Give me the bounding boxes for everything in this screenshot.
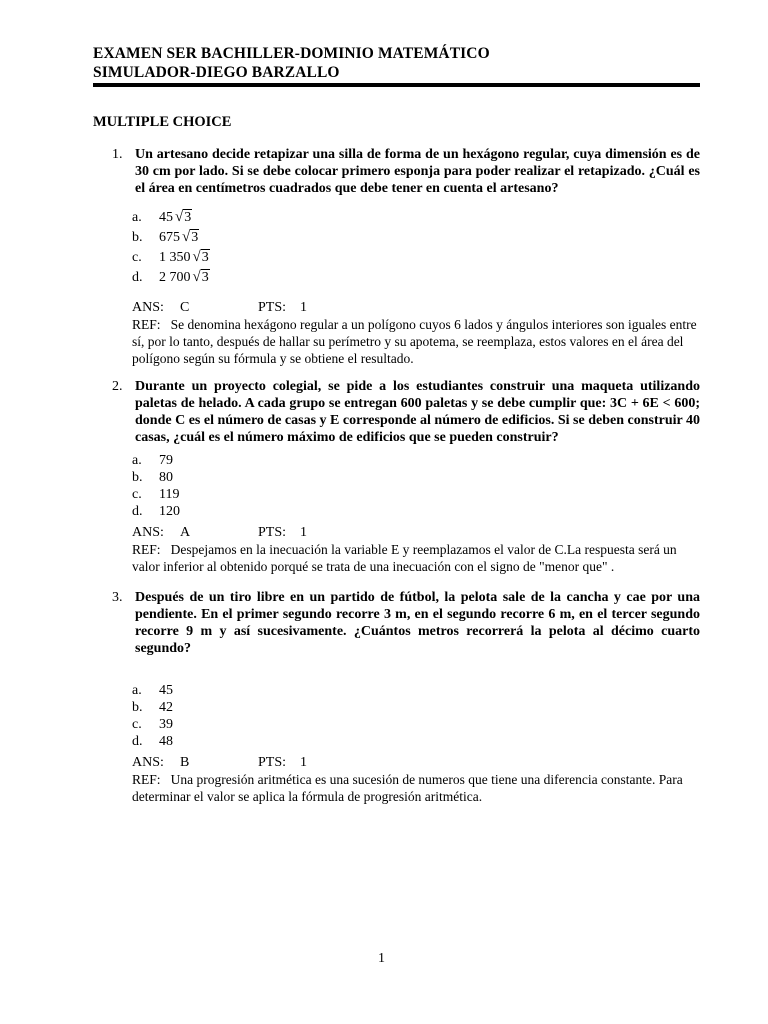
ans-label: ANS:	[132, 525, 164, 540]
reference-text	[132, 771, 702, 805]
pts-label: PTS:	[258, 755, 287, 770]
question-text: Después de un tiro libre en un partido de fútbol, la pelota sale de la cancha y cae por una pendiente. En el primer segundo recorre 3 m, en el segundo recorre 6 m, en el tercer segundo recorre 9 m y así sucesivamente. ¿Cuántos metros recorrerá la pelota al décimo cuarto segundo?	[135, 590, 700, 656]
option-value: 45	[159, 210, 173, 225]
option-value: 119	[159, 487, 180, 502]
answer-line	[132, 524, 307, 541]
answer-line	[132, 299, 307, 316]
ans-label: ANS:	[132, 755, 164, 770]
option-value: 45	[159, 683, 173, 698]
question-number: 1.	[112, 147, 123, 162]
square-root-icon: √3	[192, 249, 209, 265]
pts-value: 1	[300, 300, 307, 315]
option-value: 80	[159, 470, 173, 485]
option-value: 120	[159, 504, 180, 519]
ans-value: A	[180, 525, 191, 540]
ref-label: REF:	[132, 542, 161, 557]
option-letter: c.	[132, 717, 142, 732]
question-number: 2.	[112, 379, 123, 394]
radicand: 3	[201, 250, 209, 265]
question-number: 3.	[112, 590, 123, 605]
radicand: 3	[191, 230, 199, 245]
reference-text	[132, 541, 702, 575]
reference-text	[132, 316, 702, 367]
option-letter: b.	[132, 230, 143, 245]
pts-label: PTS:	[258, 525, 287, 540]
option-value: 1 350	[159, 250, 191, 265]
option-letter: a.	[132, 683, 142, 698]
radicand: 3	[201, 270, 209, 285]
header-divider	[93, 83, 700, 87]
option-value-wrap	[159, 229, 199, 246]
page-number: 1	[378, 951, 385, 966]
header-title-line2: SIMULADOR-DIEGO BARZALLO	[93, 64, 340, 81]
ref-label: REF:	[132, 317, 161, 332]
ref-body: Despejamos en la inecuación la variable E y reemplazamos el valor de C.La respuesta será un valor inferior al obtenido porqué se trata de una inecuación con el signo de "menor que" .	[132, 542, 677, 574]
option-value-wrap	[159, 209, 192, 226]
question-text: Un artesano decide retapizar una silla de forma de un hexágono regular, cuya dimensión es de 30 cm por lado. Si se debe colocar primero esponja para poder realizar el retapizado. ¿Cuál es el área en centímetros cuadrados que debe tener en cuenta el artesano?	[135, 147, 700, 196]
option-value: 675	[159, 230, 180, 245]
radicand: 3	[184, 210, 192, 225]
ref-body: Una progresión aritmética es una sucesión de numeros que tiene una diferencia constante. Para determinar el valor se aplica la fórmula de progresión aritmética.	[132, 772, 683, 804]
square-root-icon: √3	[182, 229, 199, 245]
option-letter: c.	[132, 250, 142, 265]
option-value: 39	[159, 717, 173, 732]
pts-value: 1	[300, 525, 307, 540]
option-letter: c.	[132, 487, 142, 502]
option-letter: b.	[132, 470, 143, 485]
square-root-icon: √3	[192, 269, 209, 285]
option-value-wrap	[159, 249, 210, 266]
question-text: Durante un proyecto colegial, se pide a los estudiantes construir una maqueta utilizando paletas de helado. A cada grupo se entregan 600 paletas y se debe cumplir que: 3C + 6E < 600; donde C es el número de casas y E corresponde al número de edificios. Si se deben construir 40 casas, ¿cuál es el número máximo de edificios que se pueden construir?	[135, 379, 700, 445]
option-letter: a.	[132, 453, 142, 468]
option-letter: a.	[132, 210, 142, 225]
ans-value: B	[180, 755, 190, 770]
option-letter: d.	[132, 504, 143, 519]
square-root-icon: √3	[175, 209, 192, 225]
option-letter: d.	[132, 270, 143, 285]
option-letter: d.	[132, 734, 143, 749]
ans-value: C	[180, 300, 190, 315]
option-value: 48	[159, 734, 173, 749]
ref-label: REF:	[132, 772, 161, 787]
document-header	[93, 44, 700, 82]
pts-value: 1	[300, 755, 307, 770]
answer-line	[132, 754, 307, 771]
option-value-wrap	[159, 269, 210, 286]
header-title-line1: EXAMEN SER BACHILLER-DOMINIO MATEMÁTICO	[93, 45, 490, 62]
ans-label: ANS:	[132, 300, 164, 315]
option-value: 42	[159, 700, 173, 715]
ref-body: Se denomina hexágono regular a un polígono cuyos 6 lados y ángulos interiores son iguales entre sí, por lo tanto, después de hallar su perímetro y su apotema, se reemplaza, estos valores en el área del polígono según su fórmula y se obtiene el resultado.	[132, 317, 697, 366]
option-value: 2 700	[159, 270, 191, 285]
pts-label: PTS:	[258, 300, 287, 315]
option-letter: b.	[132, 700, 143, 715]
option-value: 79	[159, 453, 173, 468]
section-title: MULTIPLE CHOICE	[93, 114, 232, 130]
